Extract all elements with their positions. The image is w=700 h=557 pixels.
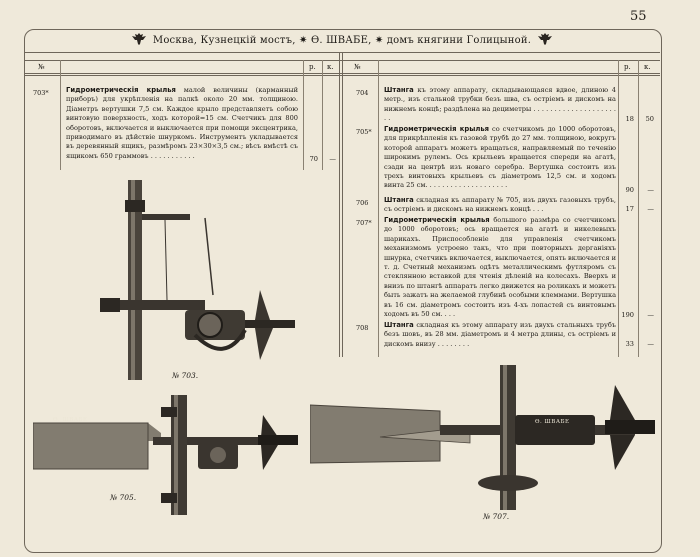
item-703-title: Гидрометрическія крылья [66, 86, 176, 94]
item-708-title: Штанга [384, 321, 414, 329]
item-704-text: къ этому аппарату, складывающаяся вдвое, длиною 4 метр., изъ стальной трубки безъ шва, съ острiемъ и дискомъ на нижнемъ концѣ; раздѣлена на дециметры . . . . . . . . . . . . . . . . . . . . . . [384, 86, 616, 123]
item-705-number: 705* [356, 128, 372, 136]
item-703-rub: 70 [309, 155, 318, 163]
figure-705-vane-label: Ѳ. ШВАБЕ [53, 417, 88, 423]
item-704-kop: 50 [645, 115, 654, 123]
item-707-title: Гидрометрическія крылья [384, 216, 490, 224]
item-708-kop: — [647, 340, 654, 348]
item-707-description [384, 216, 616, 319]
col-kop-right: к. [644, 63, 651, 71]
col-kop-left: к. [327, 63, 334, 71]
item-706-title: Штанга [384, 196, 414, 204]
figure-707-illustration [310, 365, 655, 510]
center-divider [339, 52, 340, 357]
item-703-description [66, 86, 298, 161]
figure-707-caption: № 707. [483, 512, 510, 521]
eagle-emblem-icon [537, 32, 553, 46]
item-707-number: 707* [356, 219, 372, 227]
col-no-left: № [38, 63, 45, 71]
figure-707-vane-label: Ѳ. ШВАБЕ [535, 419, 570, 425]
item-708-rub: 33 [625, 340, 634, 348]
page-number: 55 [630, 9, 647, 24]
left-no-column-rule [60, 60, 61, 170]
item-706-number: 706 [356, 199, 369, 207]
figure-703-illustration [95, 180, 295, 380]
eagle-emblem-icon [131, 32, 147, 46]
left-rub-column-rule [303, 60, 304, 170]
left-kop-column-rule [322, 60, 323, 170]
header-text: Москва, Кузнецкій мостъ, ✷ Ѳ. ШВАБЕ, ✷ домъ княгини Голицыной. [152, 35, 532, 46]
figure-705-illustration [33, 395, 298, 515]
item-708-number: 708 [356, 324, 369, 332]
item-706-rub: 17 [625, 205, 634, 213]
item-708-description [384, 321, 616, 349]
figure-705-caption: № 705. [110, 493, 137, 502]
item-705-kop: — [647, 186, 654, 194]
item-705-title: Гидрометрическія крылья [384, 125, 490, 133]
item-707-rub: 190 [621, 311, 634, 319]
item-706-text: складная къ аппарату № 705, изъ двухъ газовыхъ трубъ, съ острiемъ и дискомъ на нижнемъ концѣ . . . [384, 196, 616, 214]
item-704-rub: 18 [625, 115, 634, 123]
item-705-rub: 90 [625, 186, 634, 194]
col-rub-left: р. [309, 63, 316, 71]
item-706-description [384, 196, 616, 215]
col-rub-right: р. [624, 63, 631, 71]
item-705-description [384, 125, 616, 191]
col-no-right: № [354, 63, 361, 71]
item-703-kop: — [329, 155, 336, 163]
item-704-description [384, 86, 616, 124]
item-703-number: 703* [33, 89, 49, 97]
item-703-text: малой величины (карманный приборъ) для укрѣпленія на палкѣ около 20 мм. толщиною. Діаметръ вертушки 7,5 см. Каждое крыло представляетъ собою винтовую поверхность, ходъ которой=15 см. Счетчикъ для 800 оборотовъ, включается и выключается при помощи эксцентрика, приводимаго въ дѣйствіе шнуркомъ. Инструментъ укладывается въ деревянный ящикъ, размѣромъ 23×30×3,5 см.; вѣсъ вмѣстѣ съ ящикомъ 650 граммовъ . . . . . . . . . . . [66, 86, 298, 160]
center-divider-2 [342, 52, 343, 357]
item-704-number: 704 [356, 89, 369, 97]
figure-703-caption: № 703. [172, 371, 199, 380]
item-708-text: складная къ этому аппарату изъ двухъ стальныхъ трубъ безъ шовъ, въ 28 мм. діаметромъ и 4 метра длины, съ острiемъ и дискомъ внизу . . . . . . . . [384, 321, 616, 348]
item-707-text: большого размѣра со счетчикомъ до 1000 оборотовъ; ось вращается на агатѣ и никелевыхъ шарикахъ. Приспособленіе для управленія счетчикомъ механизмомъ устроено такъ, что при повторныхъ дерганіяхъ шнурка, счетчикъ включается, выключается, опять включается и т. д. Счетный механизмъ одѣтъ металлическимъ футляромъ съ стеклянною вставкой для чтенія дѣленій на колесахъ. Вверхъ и внизъ по штангѣ аппаратъ легко движется на роликахъ и можетъ быть зажатъ на желаемой глубинѣ особыми клеммами. Вертушка въ 16 см. діаметромъ состоитъ изъ 4-хъ лопастей съ винтовымъ ходомъ въ 50 см. . . . [384, 216, 616, 319]
item-705-text: со счетчикомъ до 1000 оборотовъ, для прикрѣпленія къ газовой трубѣ до 27 мм. толщиною, вокругъ которой аппаратъ можетъ вращаться, направляемый по теченію широкимъ рулемъ. Ось крыльевъ вращается спереди на агатѣ, сзади на центрѣ изъ новаго серебра. Вертушка состоитъ изъ трехъ винтовыхъ крыльевъ съ діаметромъ 12,5 см. и ходомъ винта 25 см. . . . . . . . . . . . . . . . . . . . [384, 125, 616, 190]
item-706-kop: — [647, 205, 654, 213]
page-header [24, 30, 660, 53]
item-704-title: Штанга [384, 86, 414, 94]
item-707-kop: — [647, 311, 654, 319]
right-no-column-rule [378, 60, 379, 357]
